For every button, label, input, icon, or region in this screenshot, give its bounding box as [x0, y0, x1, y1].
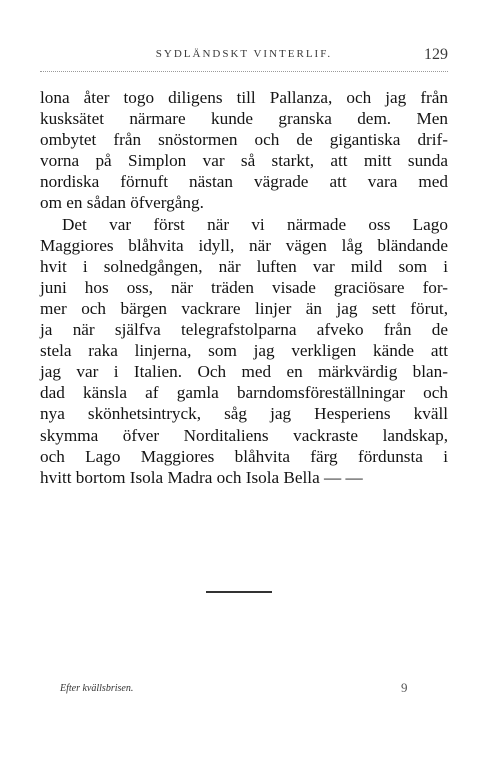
- closing-rule: [206, 591, 272, 593]
- paragraph-2: [40, 214, 448, 488]
- text-line: Maggiores blåhvita idyll, när vägen låg bländande: [40, 235, 448, 255]
- page-number: 129: [424, 46, 448, 63]
- text-line: ja när själfva telegrafstolparna afveko från de: [40, 320, 448, 340]
- text-line: skymma öfver Norditaliens vackraste landskap,: [40, 425, 448, 445]
- text-line: om en sådan öfvergång.: [40, 193, 204, 213]
- text-line: hvitt bortom Isola Madra och Isola Bella — —: [40, 467, 363, 487]
- text-line: vorna på Simplon var så starkt, att mitt sunda: [40, 151, 448, 171]
- text-line: nordiska förnuft nästan vägrade att vara med: [40, 172, 448, 192]
- running-title: SYDLÄNDSKT VINTERLIF.: [155, 48, 333, 60]
- text-line: jag var i Italien. Och med en märkvärdig blan-: [40, 362, 448, 382]
- text-line: lona åter togo diligens till Pallanza, och jag från: [40, 88, 448, 107]
- text-line: kusksätet närmare kunde granska dem. Men: [40, 109, 448, 129]
- text-line: och Lago Maggiores blåhvita färg fördunsta i: [40, 446, 448, 466]
- text-line: dad känsla af gamla barndomsföreställningar och: [40, 383, 448, 403]
- text-line: hvit i solnedgången, när luften var mild som i: [40, 256, 448, 276]
- paragraph-1: [40, 87, 448, 214]
- body-text: [40, 87, 448, 488]
- text-line: juni hos oss, när träden visade graciösare for-: [40, 277, 448, 297]
- text-line: mer och bärgen vackrare linjer än jag sett förut,: [40, 298, 448, 318]
- signature-title: Efter kvällsbrisen.: [60, 683, 134, 694]
- page-header: [40, 48, 448, 72]
- text-line: stela raka linjerna, som jag verkligen kände att: [40, 341, 448, 361]
- text-line: Det var först när vi närmade oss Lago: [62, 214, 448, 234]
- header-rule: [40, 71, 448, 72]
- text-line: nya skönhetsintryck, såg jag Hesperiens kväll: [40, 404, 448, 424]
- signature-mark: 9: [401, 680, 408, 695]
- text-line: ombytet från snöstormen och de gigantiska drif-: [40, 130, 448, 150]
